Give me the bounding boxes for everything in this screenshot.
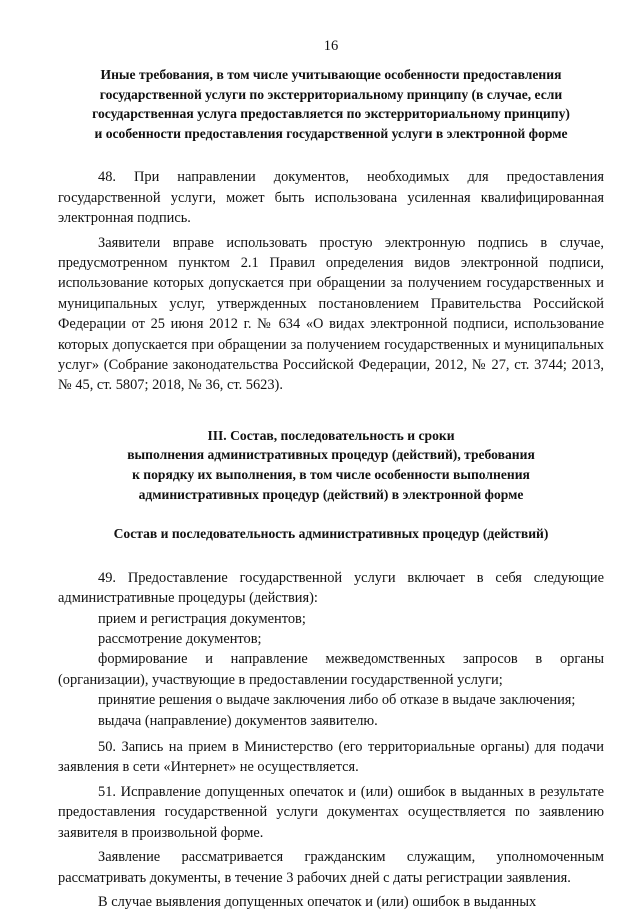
- heading-line: административных процедур (действий) в электронной форме: [138, 486, 524, 502]
- paragraph-49: 49. Предоставление государственной услуги включает в себя следующие административные процедуры (действия):: [58, 569, 604, 607]
- heading-line: и особенности предоставления государственной услуги в электронной форме: [94, 125, 568, 141]
- paragraph-simple-signature: Заявители вправе использовать простую электронную подпись в случае, предусмотренном пунктом 2.1 Правил определения видов электронной подписи, использование которых допускается при обращении за получением государственных и муниципальных услуг, утвержденных постановлением Правительства Российской Федерации от 25 июня 2012 г. № 634 «О видах электронной подписи, использование которых допускается при обращении за получением государственных и муниципальных услуг» (Собрание законодательства Российской Федерации, 2012, № 27, ст. 3744; 2013, № 45, ст. 5807; 2018, № 36, ст. 5623).: [58, 234, 604, 394]
- list-item: принятие решения о выдаче заключения либо об отказе в выдаче заключения;: [98, 692, 576, 709]
- heading-line: Иные требования, в том числе учитывающие особенности предоставления: [100, 67, 562, 82]
- heading-line: государственная услуга предоставляется по экстерриториальному принципу): [92, 106, 570, 122]
- heading-line: III. Состав, последовательность и сроки: [207, 427, 455, 443]
- subheading-procedures: Состав и последовательность административных процедур (действий): [113, 526, 549, 542]
- paragraph-51: 51. Исправление допущенных опечаток и (или) ошибок в выданных в результате предоставления государственной услуги документах осуществляется по заявлению заявителя в произвольной форме.: [58, 783, 604, 841]
- page-number: 16: [323, 38, 339, 54]
- list-item: выдача (направление) документов заявителю.: [98, 712, 378, 729]
- list-item: прием и регистрация документов;: [98, 610, 306, 627]
- heading-line: к порядку их выполнения, в том числе особенности выполнения: [132, 467, 530, 483]
- list-item: рассмотрение документов;: [98, 631, 262, 648]
- paragraph-application-review: Заявление рассматривается гражданским служащим, уполномоченным рассматривать документы, в течение 3 рабочих дней с даты регистрации заявления.: [58, 849, 604, 886]
- paragraph-50: 50. Запись на прием в Министерство (его территориальные органы) для подачи заявления в сети «Интернет» не осуществляется.: [58, 739, 604, 776]
- heading-line: государственной услуги по экстерриториальному принципу (в случае, если: [99, 86, 563, 102]
- paragraph-errors-detected: В случае выявления допущенных опечаток и (или) ошибок в выданных: [98, 893, 537, 910]
- paragraph-48: 48. При направлении документов, необходимых для предоставления государственной услуги, может быть использована усиленная квалифицированная электронная подпись.: [58, 169, 604, 227]
- list-item: формирование и направление межведомственных запросов в органы (организации), участвующие в предоставлении государственной услуги;: [58, 651, 604, 688]
- section-heading-III: [58, 426, 604, 504]
- heading-line: выполнения административных процедур (действий), требования: [127, 447, 535, 463]
- section-heading-other-requirements: [58, 65, 604, 143]
